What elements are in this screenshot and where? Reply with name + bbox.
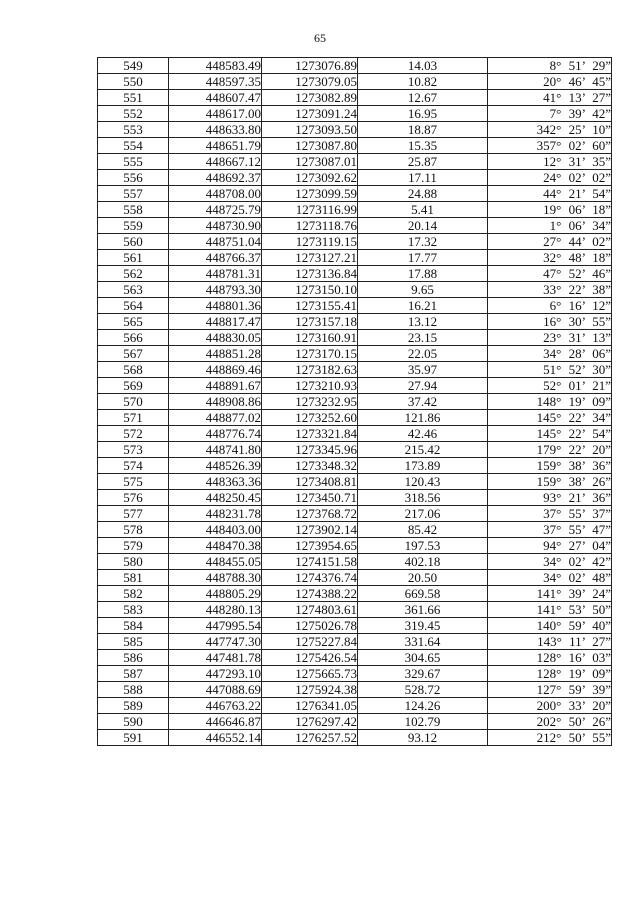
y-coordinate-cell: 1273092.62 <box>262 170 358 186</box>
x-coordinate-cell: 448651.79 <box>169 138 262 154</box>
x-coordinate-cell: 448730.90 <box>169 218 262 234</box>
azimuth-cell: 128° 19’ 09” <box>488 666 612 682</box>
azimuth-cell: 37° 55’ 37” <box>488 506 612 522</box>
x-coordinate-cell: 448741.80 <box>169 442 262 458</box>
table-row <box>98 218 612 234</box>
point-number-cell: 580 <box>98 554 169 570</box>
distance-cell: 27.94 <box>358 378 488 394</box>
x-coordinate-cell: 448877.02 <box>169 410 262 426</box>
distance-cell: 17.11 <box>358 170 488 186</box>
point-number-cell: 561 <box>98 250 169 266</box>
point-number-cell: 552 <box>98 106 169 122</box>
table-row <box>98 698 612 714</box>
table-row <box>98 602 612 618</box>
x-coordinate-cell: 448908.86 <box>169 394 262 410</box>
point-number-cell: 589 <box>98 698 169 714</box>
point-number-cell: 551 <box>98 90 169 106</box>
y-coordinate-cell: 1273136.84 <box>262 266 358 282</box>
y-coordinate-cell: 1273099.59 <box>262 186 358 202</box>
x-coordinate-cell: 448583.49 <box>169 58 262 74</box>
x-coordinate-cell: 448725.79 <box>169 202 262 218</box>
point-number-cell: 574 <box>98 458 169 474</box>
table-row <box>98 538 612 554</box>
azimuth-cell: 51° 52’ 30” <box>488 362 612 378</box>
x-coordinate-cell: 448231.78 <box>169 506 262 522</box>
distance-cell: 93.12 <box>358 730 488 746</box>
y-coordinate-cell: 1273127.21 <box>262 250 358 266</box>
table-row <box>98 666 612 682</box>
table-row <box>98 282 612 298</box>
y-coordinate-cell: 1273232.95 <box>262 394 358 410</box>
azimuth-cell: 20° 46’ 45” <box>488 74 612 90</box>
y-coordinate-cell: 1273954.65 <box>262 538 358 554</box>
distance-cell: 215.42 <box>358 442 488 458</box>
point-number-cell: 566 <box>98 330 169 346</box>
x-coordinate-cell: 447747.30 <box>169 634 262 650</box>
y-coordinate-cell: 1276341.05 <box>262 698 358 714</box>
x-coordinate-cell: 448363.36 <box>169 474 262 490</box>
point-number-cell: 579 <box>98 538 169 554</box>
distance-cell: 304.65 <box>358 650 488 666</box>
table-row <box>98 186 612 202</box>
table-row <box>98 250 612 266</box>
y-coordinate-cell: 1273210.93 <box>262 378 358 394</box>
y-coordinate-cell: 1274376.74 <box>262 570 358 586</box>
y-coordinate-cell: 1273321.84 <box>262 426 358 442</box>
x-coordinate-cell: 447088.69 <box>169 682 262 698</box>
table-row <box>98 730 612 746</box>
azimuth-cell: 37° 55’ 47” <box>488 522 612 538</box>
distance-cell: 20.14 <box>358 218 488 234</box>
x-coordinate-cell: 448250.45 <box>169 490 262 506</box>
x-coordinate-cell: 448851.28 <box>169 346 262 362</box>
azimuth-cell: 159° 38’ 36” <box>488 458 612 474</box>
y-coordinate-cell: 1273182.63 <box>262 362 358 378</box>
x-coordinate-cell: 448617.00 <box>169 106 262 122</box>
distance-cell: 16.21 <box>358 298 488 314</box>
table-row <box>98 474 612 490</box>
azimuth-cell: 159° 38’ 26” <box>488 474 612 490</box>
table-row <box>98 330 612 346</box>
x-coordinate-cell: 448805.29 <box>169 586 262 602</box>
y-coordinate-cell: 1273116.99 <box>262 202 358 218</box>
coordinates-table <box>97 57 612 746</box>
x-coordinate-cell: 448607.47 <box>169 90 262 106</box>
distance-cell: 402.18 <box>358 554 488 570</box>
distance-cell: 217.06 <box>358 506 488 522</box>
y-coordinate-cell: 1273079.05 <box>262 74 358 90</box>
distance-cell: 12.67 <box>358 90 488 106</box>
point-number-cell: 584 <box>98 618 169 634</box>
y-coordinate-cell: 1274803.61 <box>262 602 358 618</box>
y-coordinate-cell: 1276297.42 <box>262 714 358 730</box>
table-row <box>98 618 612 634</box>
x-coordinate-cell: 448280.13 <box>169 602 262 618</box>
azimuth-cell: 27° 44’ 02” <box>488 234 612 250</box>
azimuth-cell: 145° 22’ 54” <box>488 426 612 442</box>
distance-cell: 35.97 <box>358 362 488 378</box>
y-coordinate-cell: 1276257.52 <box>262 730 358 746</box>
distance-cell: 17.32 <box>358 234 488 250</box>
point-number-cell: 573 <box>98 442 169 458</box>
point-number-cell: 583 <box>98 602 169 618</box>
y-coordinate-cell: 1273170.15 <box>262 346 358 362</box>
table-row <box>98 410 612 426</box>
azimuth-cell: 47° 52’ 46” <box>488 266 612 282</box>
distance-cell: 319.45 <box>358 618 488 634</box>
table-row <box>98 394 612 410</box>
point-number-cell: 572 <box>98 426 169 442</box>
table-row <box>98 74 612 90</box>
point-number-cell: 590 <box>98 714 169 730</box>
point-number-cell: 591 <box>98 730 169 746</box>
azimuth-cell: 16° 30’ 55” <box>488 314 612 330</box>
y-coordinate-cell: 1275665.73 <box>262 666 358 682</box>
azimuth-cell: 342° 25’ 10” <box>488 122 612 138</box>
azimuth-cell: 179° 22’ 20” <box>488 442 612 458</box>
table-row <box>98 202 612 218</box>
table-row <box>98 138 612 154</box>
x-coordinate-cell: 447995.54 <box>169 618 262 634</box>
y-coordinate-cell: 1274388.22 <box>262 586 358 602</box>
table-row <box>98 634 612 650</box>
y-coordinate-cell: 1273902.14 <box>262 522 358 538</box>
point-number-cell: 559 <box>98 218 169 234</box>
point-number-cell: 576 <box>98 490 169 506</box>
y-coordinate-cell: 1273155.41 <box>262 298 358 314</box>
table-row <box>98 586 612 602</box>
distance-cell: 13.12 <box>358 314 488 330</box>
point-number-cell: 577 <box>98 506 169 522</box>
distance-cell: 23.15 <box>358 330 488 346</box>
point-number-cell: 588 <box>98 682 169 698</box>
point-number-cell: 564 <box>98 298 169 314</box>
table-row <box>98 490 612 506</box>
y-coordinate-cell: 1273087.01 <box>262 154 358 170</box>
y-coordinate-cell: 1273408.81 <box>262 474 358 490</box>
azimuth-cell: 41° 13’ 27” <box>488 90 612 106</box>
azimuth-cell: 33° 22’ 38” <box>488 282 612 298</box>
x-coordinate-cell: 448692.37 <box>169 170 262 186</box>
point-number-cell: 570 <box>98 394 169 410</box>
distance-cell: 16.95 <box>358 106 488 122</box>
distance-cell: 14.03 <box>358 58 488 74</box>
distance-cell: 42.46 <box>358 426 488 442</box>
point-number-cell: 560 <box>98 234 169 250</box>
table-row <box>98 682 612 698</box>
x-coordinate-cell: 448751.04 <box>169 234 262 250</box>
x-coordinate-cell: 448830.05 <box>169 330 262 346</box>
azimuth-cell: 7° 39’ 42” <box>488 106 612 122</box>
distance-cell: 124.26 <box>358 698 488 714</box>
distance-cell: 20.50 <box>358 570 488 586</box>
table-row <box>98 506 612 522</box>
distance-cell: 5.41 <box>358 202 488 218</box>
y-coordinate-cell: 1273252.60 <box>262 410 358 426</box>
y-coordinate-cell: 1273348.32 <box>262 458 358 474</box>
x-coordinate-cell: 448788.30 <box>169 570 262 586</box>
azimuth-cell: 34° 02’ 48” <box>488 570 612 586</box>
distance-cell: 17.77 <box>358 250 488 266</box>
table-row <box>98 570 612 586</box>
table-row <box>98 346 612 362</box>
y-coordinate-cell: 1273119.15 <box>262 234 358 250</box>
azimuth-cell: 140° 59’ 40” <box>488 618 612 634</box>
azimuth-cell: 94° 27’ 04” <box>488 538 612 554</box>
x-coordinate-cell: 448817.47 <box>169 314 262 330</box>
azimuth-cell: 127° 59’ 39” <box>488 682 612 698</box>
table-row <box>98 378 612 394</box>
azimuth-cell: 24° 02’ 02” <box>488 170 612 186</box>
x-coordinate-cell: 448403.00 <box>169 522 262 538</box>
point-number-cell: 555 <box>98 154 169 170</box>
x-coordinate-cell: 448455.05 <box>169 554 262 570</box>
azimuth-cell: 12° 31’ 35” <box>488 154 612 170</box>
azimuth-cell: 212° 50’ 55” <box>488 730 612 746</box>
azimuth-cell: 6° 16’ 12” <box>488 298 612 314</box>
x-coordinate-cell: 448869.46 <box>169 362 262 378</box>
table-row <box>98 458 612 474</box>
distance-cell: 173.89 <box>358 458 488 474</box>
x-coordinate-cell: 448708.00 <box>169 186 262 202</box>
distance-cell: 37.42 <box>358 394 488 410</box>
distance-cell: 25.87 <box>358 154 488 170</box>
distance-cell: 9.65 <box>358 282 488 298</box>
x-coordinate-cell: 448781.31 <box>169 266 262 282</box>
distance-cell: 669.58 <box>358 586 488 602</box>
azimuth-cell: 8° 51’ 29” <box>488 58 612 74</box>
point-number-cell: 578 <box>98 522 169 538</box>
x-coordinate-cell: 448526.39 <box>169 458 262 474</box>
point-number-cell: 550 <box>98 74 169 90</box>
y-coordinate-cell: 1273768.72 <box>262 506 358 522</box>
y-coordinate-cell: 1273091.24 <box>262 106 358 122</box>
x-coordinate-cell: 448633.80 <box>169 122 262 138</box>
azimuth-cell: 141° 39’ 24” <box>488 586 612 602</box>
azimuth-cell: 143° 11’ 27” <box>488 634 612 650</box>
y-coordinate-cell: 1273093.50 <box>262 122 358 138</box>
azimuth-cell: 1° 06’ 34” <box>488 218 612 234</box>
distance-cell: 318.56 <box>358 490 488 506</box>
x-coordinate-cell: 448776.74 <box>169 426 262 442</box>
point-number-cell: 569 <box>98 378 169 394</box>
distance-cell: 17.88 <box>358 266 488 282</box>
distance-cell: 120.43 <box>358 474 488 490</box>
y-coordinate-cell: 1275924.38 <box>262 682 358 698</box>
y-coordinate-cell: 1273087.80 <box>262 138 358 154</box>
x-coordinate-cell: 448766.37 <box>169 250 262 266</box>
azimuth-cell: 128° 16’ 03” <box>488 650 612 666</box>
x-coordinate-cell: 448597.35 <box>169 74 262 90</box>
point-number-cell: 558 <box>98 202 169 218</box>
table-row <box>98 650 612 666</box>
table-row <box>98 122 612 138</box>
y-coordinate-cell: 1273076.89 <box>262 58 358 74</box>
x-coordinate-cell: 446646.87 <box>169 714 262 730</box>
azimuth-cell: 202° 50’ 26” <box>488 714 612 730</box>
distance-cell: 528.72 <box>358 682 488 698</box>
point-number-cell: 554 <box>98 138 169 154</box>
y-coordinate-cell: 1274151.58 <box>262 554 358 570</box>
azimuth-cell: 145° 22’ 34” <box>488 410 612 426</box>
point-number-cell: 582 <box>98 586 169 602</box>
table-row <box>98 522 612 538</box>
azimuth-cell: 200° 33’ 20” <box>488 698 612 714</box>
table-row <box>98 170 612 186</box>
azimuth-cell: 357° 02’ 60” <box>488 138 612 154</box>
point-number-cell: 565 <box>98 314 169 330</box>
distance-cell: 197.53 <box>358 538 488 554</box>
x-coordinate-cell: 447293.10 <box>169 666 262 682</box>
distance-cell: 15.35 <box>358 138 488 154</box>
distance-cell: 331.64 <box>358 634 488 650</box>
distance-cell: 121.86 <box>358 410 488 426</box>
point-number-cell: 587 <box>98 666 169 682</box>
point-number-cell: 581 <box>98 570 169 586</box>
point-number-cell: 553 <box>98 122 169 138</box>
azimuth-cell: 32° 48’ 18” <box>488 250 612 266</box>
point-number-cell: 586 <box>98 650 169 666</box>
table-row <box>98 106 612 122</box>
point-number-cell: 568 <box>98 362 169 378</box>
table-row <box>98 554 612 570</box>
y-coordinate-cell: 1275227.84 <box>262 634 358 650</box>
x-coordinate-cell: 448667.12 <box>169 154 262 170</box>
distance-cell: 329.67 <box>358 666 488 682</box>
table-row <box>98 426 612 442</box>
azimuth-cell: 34° 28’ 06” <box>488 346 612 362</box>
azimuth-cell: 52° 01’ 21” <box>488 378 612 394</box>
table-row <box>98 58 612 74</box>
table-row <box>98 154 612 170</box>
y-coordinate-cell: 1273450.71 <box>262 490 358 506</box>
point-number-cell: 575 <box>98 474 169 490</box>
x-coordinate-cell: 448470.38 <box>169 538 262 554</box>
page-number: 65 <box>314 31 326 45</box>
y-coordinate-cell: 1273160.91 <box>262 330 358 346</box>
x-coordinate-cell: 447481.78 <box>169 650 262 666</box>
distance-cell: 361.66 <box>358 602 488 618</box>
y-coordinate-cell: 1273345.96 <box>262 442 358 458</box>
azimuth-cell: 141° 53’ 50” <box>488 602 612 618</box>
table-row <box>98 442 612 458</box>
azimuth-cell: 23° 31’ 13” <box>488 330 612 346</box>
table-row <box>98 90 612 106</box>
distance-cell: 85.42 <box>358 522 488 538</box>
point-number-cell: 585 <box>98 634 169 650</box>
x-coordinate-cell: 448891.67 <box>169 378 262 394</box>
x-coordinate-cell: 446763.22 <box>169 698 262 714</box>
point-number-cell: 562 <box>98 266 169 282</box>
y-coordinate-cell: 1273157.18 <box>262 314 358 330</box>
azimuth-cell: 19° 06’ 18” <box>488 202 612 218</box>
point-number-cell: 571 <box>98 410 169 426</box>
table-row <box>98 298 612 314</box>
azimuth-cell: 148° 19’ 09” <box>488 394 612 410</box>
y-coordinate-cell: 1275026.78 <box>262 618 358 634</box>
table-row <box>98 234 612 250</box>
point-number-cell: 567 <box>98 346 169 362</box>
table-row <box>98 362 612 378</box>
coordinates-table-body <box>98 58 612 746</box>
distance-cell: 102.79 <box>358 714 488 730</box>
point-number-cell: 556 <box>98 170 169 186</box>
table-row <box>98 266 612 282</box>
y-coordinate-cell: 1273118.76 <box>262 218 358 234</box>
azimuth-cell: 93° 21’ 36” <box>488 490 612 506</box>
y-coordinate-cell: 1275426.54 <box>262 650 358 666</box>
y-coordinate-cell: 1273150.10 <box>262 282 358 298</box>
point-number-cell: 557 <box>98 186 169 202</box>
point-number-cell: 563 <box>98 282 169 298</box>
azimuth-cell: 34° 02’ 42” <box>488 554 612 570</box>
distance-cell: 18.87 <box>358 122 488 138</box>
x-coordinate-cell: 446552.14 <box>169 730 262 746</box>
x-coordinate-cell: 448801.36 <box>169 298 262 314</box>
point-number-cell: 549 <box>98 58 169 74</box>
distance-cell: 22.05 <box>358 346 488 362</box>
table-row <box>98 314 612 330</box>
x-coordinate-cell: 448793.30 <box>169 282 262 298</box>
table-row <box>98 714 612 730</box>
azimuth-cell: 44° 21’ 54” <box>488 186 612 202</box>
distance-cell: 10.82 <box>358 74 488 90</box>
y-coordinate-cell: 1273082.89 <box>262 90 358 106</box>
distance-cell: 24.88 <box>358 186 488 202</box>
